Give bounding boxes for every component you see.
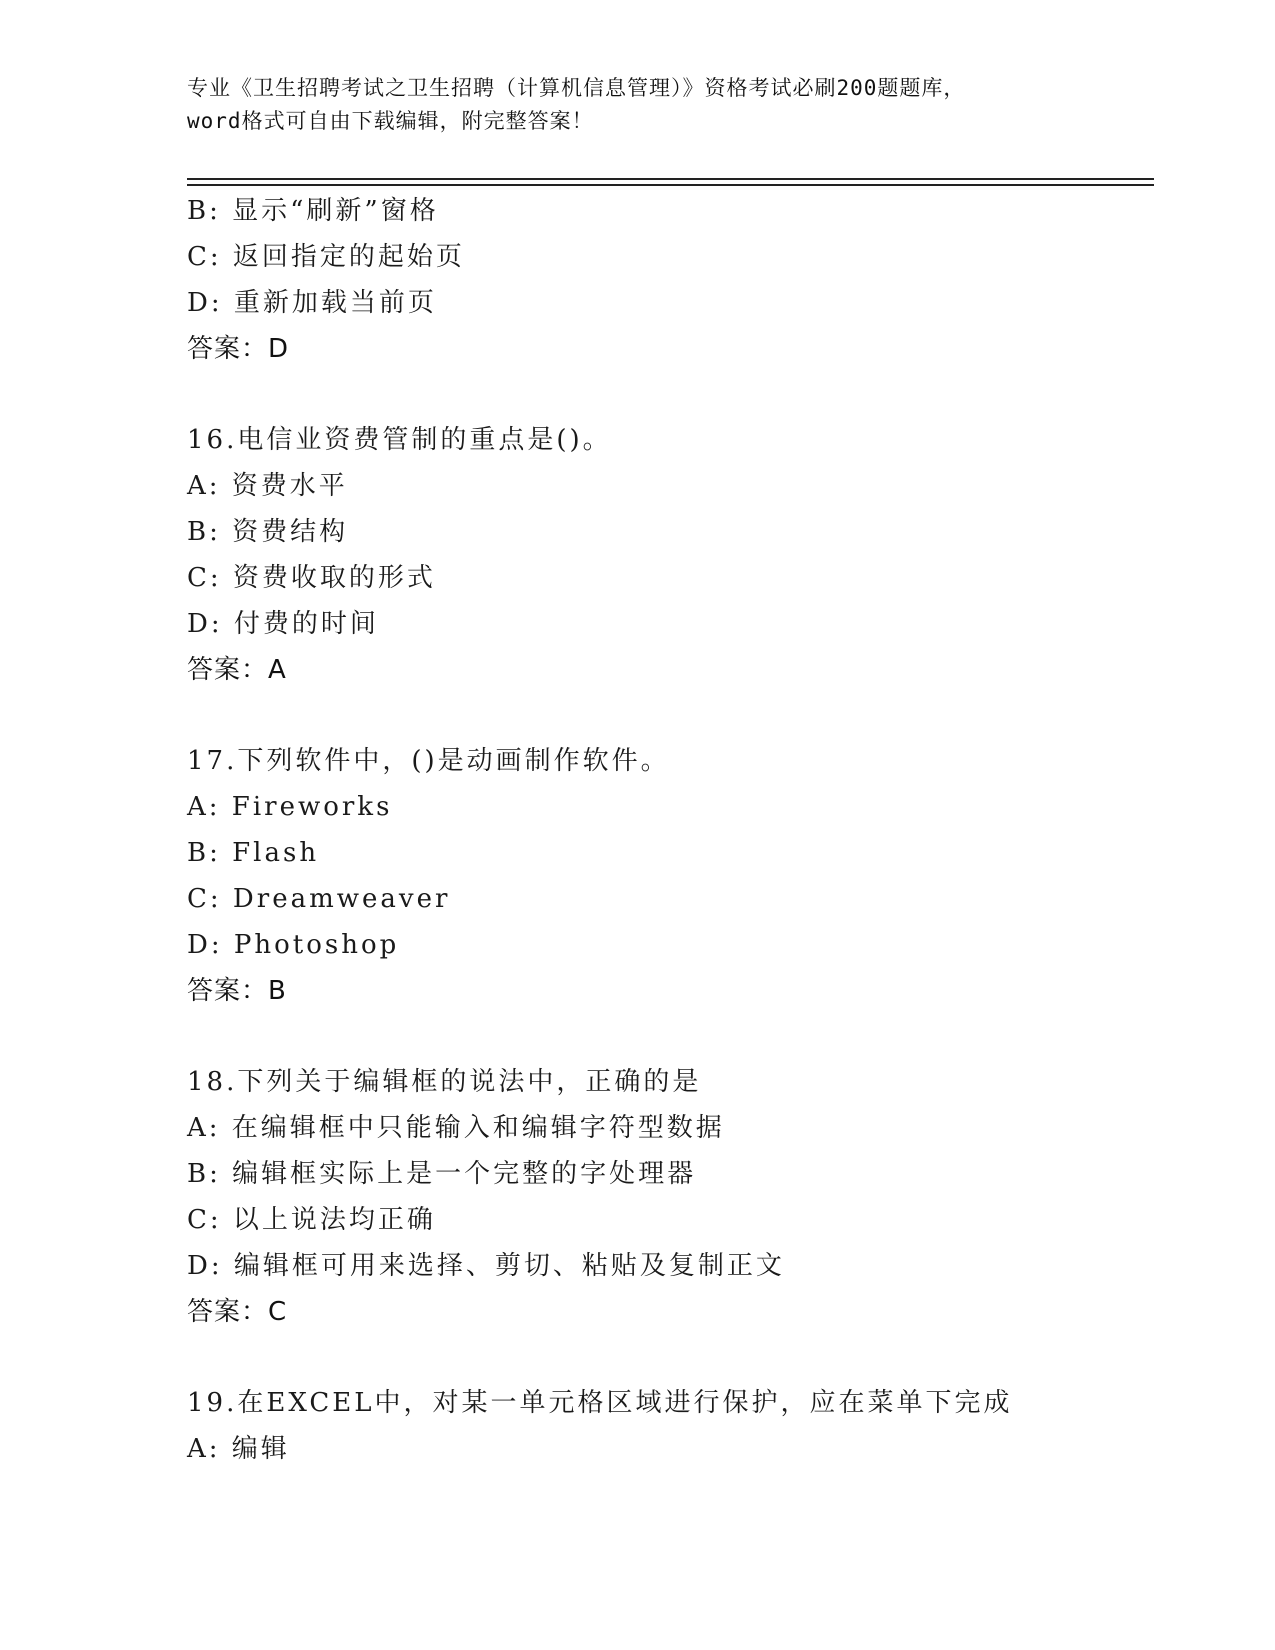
question-list xyxy=(187,188,1147,1472)
question-block-19 xyxy=(187,1380,1147,1472)
option-b: B: 显示“刷新”窗格 xyxy=(187,196,439,226)
option-d: D: 付费的时间 xyxy=(187,609,379,639)
option-d: D: Photoshop xyxy=(187,930,400,960)
spacer xyxy=(187,372,1147,417)
question-block-15 xyxy=(187,188,1147,372)
option-b: B: 资费结构 xyxy=(187,517,349,547)
answer: 答案：A xyxy=(187,655,287,685)
answer: 答案：D xyxy=(187,334,290,364)
option-a: A: 在编辑框中只能输入和编辑字符型数据 xyxy=(187,1113,725,1143)
option-c: C: 以上说法均正确 xyxy=(187,1205,436,1235)
header-rule-top xyxy=(187,178,1154,180)
header-line-2: word格式可自由下载编辑，附完整答案！ xyxy=(187,109,594,133)
question-text: 19.在EXCEL中，对某一单元格区域进行保护，应在菜单下完成 xyxy=(187,1388,1013,1418)
spacer xyxy=(187,1335,1147,1380)
document-header xyxy=(187,72,1087,138)
question-text: 16.电信业资费管制的重点是()。 xyxy=(187,425,612,455)
option-c: C: 返回指定的起始页 xyxy=(187,242,465,272)
option-a: A: 编辑 xyxy=(187,1434,290,1464)
header-rule-bottom xyxy=(187,184,1154,186)
spacer xyxy=(187,1014,1147,1059)
option-b: B: 编辑框实际上是一个完整的字处理器 xyxy=(187,1159,697,1189)
answer: 答案：C xyxy=(187,1297,288,1327)
header-line-1: 专业《卫生招聘考试之卫生招聘（计算机信息管理）》资格考试必刷200题题库， xyxy=(187,76,966,100)
option-a: A: Fireworks xyxy=(187,792,393,822)
question-block-18 xyxy=(187,1059,1147,1335)
spacer xyxy=(187,693,1147,738)
option-d: D: 重新加载当前页 xyxy=(187,288,437,318)
option-d: D: 编辑框可用来选择、剪切、粘贴及复制正文 xyxy=(187,1251,785,1281)
question-text: 17.下列软件中，()是动画制作软件。 xyxy=(187,746,670,776)
option-a: A: 资费水平 xyxy=(187,471,348,501)
question-block-16 xyxy=(187,417,1147,693)
question-block-17 xyxy=(187,738,1147,1014)
answer: 答案：B xyxy=(187,976,287,1006)
option-b: B: Flash xyxy=(187,838,320,868)
option-c: C: Dreamweaver xyxy=(187,884,451,914)
question-text: 18.下列关于编辑框的说法中，正确的是 xyxy=(187,1067,702,1097)
option-c: C: 资费收取的形式 xyxy=(187,563,436,593)
